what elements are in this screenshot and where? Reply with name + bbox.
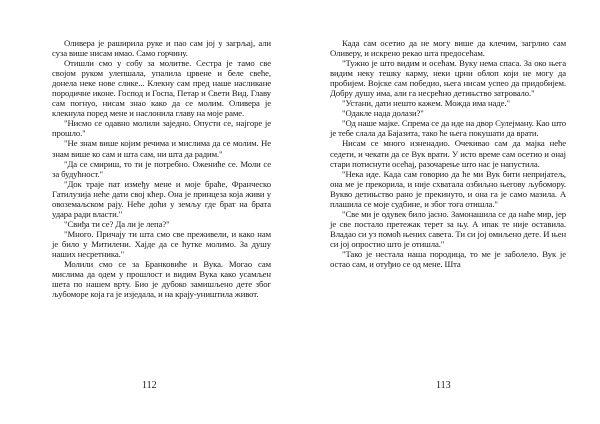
paragraph: "Устани, дати нешто кажем. Можда има наде."	[342, 98, 510, 109]
paragraph: "Све ми је одувек било јасно. Замонашила се да наће мир, јер је све постало претежак терет за њу. А ипак те није оставила. Владао си уз помоћ њених савета. Ти си јој омиљено дете. И њен си јој опростио што је отишла."	[330, 208, 566, 249]
paragraph: "Нисмо се одавно молили заједно. Опусти се, најгоре је прошло."	[52, 118, 271, 139]
paragraph: Оливера је раширила руке и пао сам јој у загрљај, али суза више нисам имао. Само горчину.	[52, 38, 271, 59]
paragraph: "Одакле нада долази?"	[342, 108, 424, 119]
paragraph: "Тужно је што видим и осећам. Вуку нема спаса. За око њега видим неку тешку карму, неки црни облоп који не могу да пробијем. Војске сам победио, њега нисам успео да придобијем. Добру душу има, али га несрећно детињство затровало."	[330, 58, 566, 99]
paragraph: Молили смо се за Бранковиће и Вука. Могао сам мислима да одем у прошлост и видим Вука како усамљен шета по нашем врту. Био је дубоко замишљено дете због љубоморе која га је изједала, и на крају-уништила живот.	[52, 259, 271, 300]
page-number: 113	[436, 380, 451, 391]
paragraph: "Много. Причају ти шта смо све преживели, и како нам је било у Митилени. Хајде да се ћутке молимо. За душу наших несретника."	[52, 228, 271, 259]
left-page-text	[52, 38, 271, 299]
paragraph: "Од наше мајке. Спрема се да иде на двор Сулејману. Као што је тебе слала да Бајазита, тако ће њега покушати да врати.	[330, 118, 566, 139]
paragraph: "Да се смириш, то ти је потребно. Ожениће се. Моли се за будућност."	[52, 158, 271, 179]
paragraph: "Нека иде. Када сам говорио да ће ми Вук бити непријатељ, она ме је прекорила, и није схватала озбиљно његову љубомору. Вукво детињство рано је прекинуто, и она га је само мазила. А плашила се моје судбине, и због тога отишла."	[330, 168, 566, 209]
paragraph: Нисам се много изненадио. Очекивао сам да мајка неће седети, и чекати да се Вук врати. У исто време сам осетио и онај стари потиснути осећај, разочарење што нас је напустила.	[330, 138, 566, 169]
paragraph: "Док траје пат између мене и моје браће, Франческо Гатилузија неће дати свој кћер. Она је принцеза која живи у овоземаљском рају. Неће доћи у земљу где брат на брата удара ради власти."	[52, 178, 271, 219]
paragraph: "Тако је нестала наша породица, то ме је заболело. Вук је остао сам, и отуђио се од мене. Шта	[330, 248, 566, 270]
paragraph: Када сам осетио да не могу више да клечим, загрлио сам Оливеру, и искрено рекао шта предосећам.	[330, 38, 566, 59]
right-page-text	[330, 38, 566, 269]
right-page	[300, 0, 600, 424]
paragraph: "Свиђа ти се? Да ли је лепа?"	[64, 218, 170, 229]
paragraph: "Не знам више којим речима и мислима да се молим. Не знам више ко сам и шта сам, ни шта да радим."	[52, 138, 271, 159]
page-number: 112	[142, 380, 157, 391]
paragraph: Отишли смо у собу за молитве. Сестра је тамо све својом руком улепшала, упалила црвене и беле свеће, донела неке нове слике... Клекну сам пред наше насликане породичне иконе. Господ и Госпа, Петар и Свети Вид. Главу сам погнуо, нисам знао како да се молим. Оливера је клекнула поред мене и наслонила главу на моје раме.	[52, 58, 271, 119]
